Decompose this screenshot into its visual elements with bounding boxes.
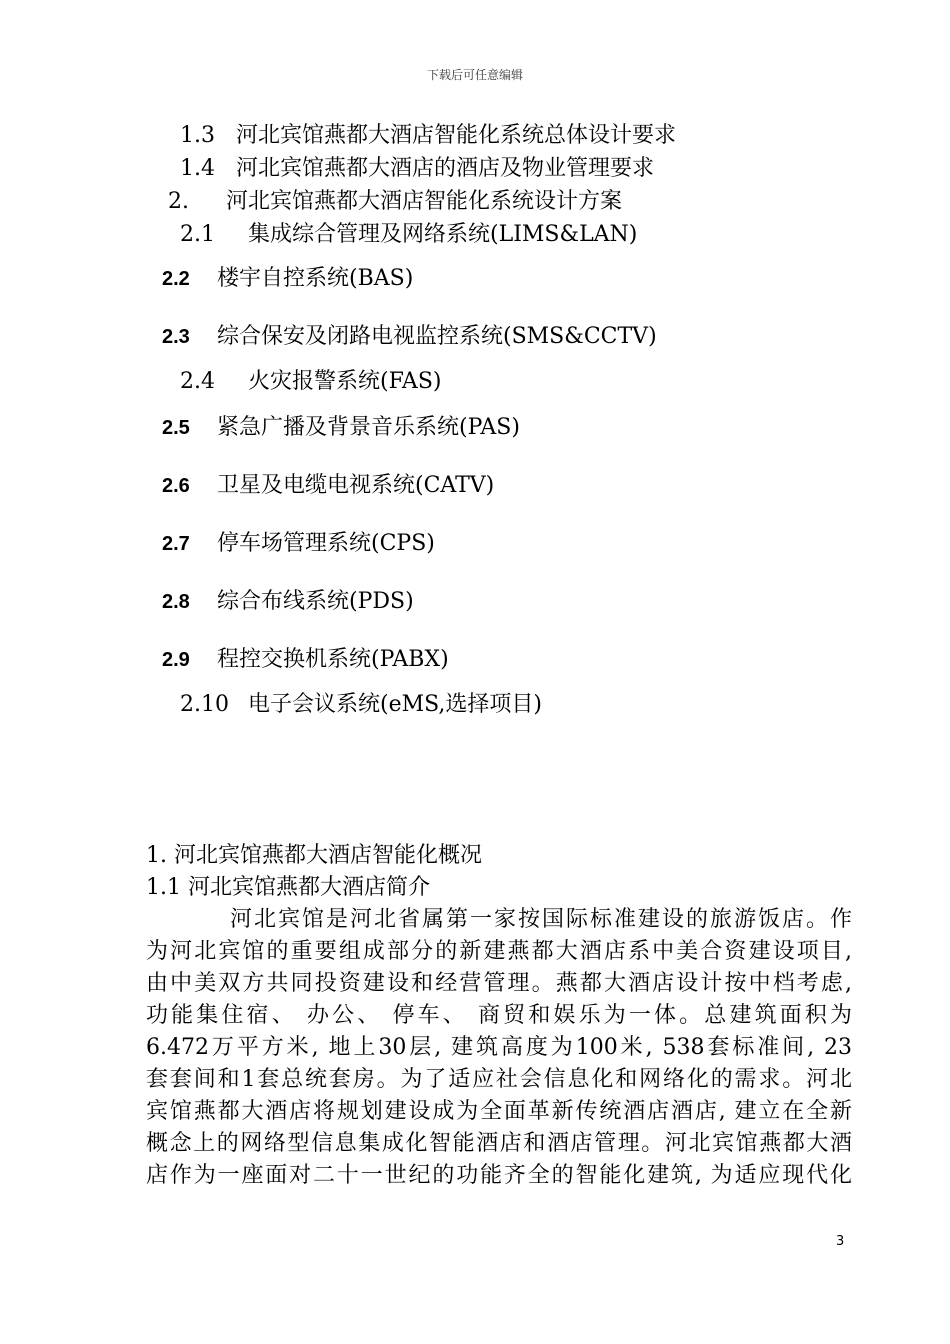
toc-item-2-3[interactable] (162, 323, 657, 351)
toc-number: 2.6 (162, 475, 190, 497)
page-number: 3 (836, 1234, 845, 1249)
toc-number: 2.1 (180, 222, 215, 247)
toc-item-2-1[interactable] (180, 221, 637, 249)
toc-title: 电子会议系统(eMS,选择项目) (248, 692, 542, 717)
section-heading-1-1: 1.1 河北宾馆燕都大酒店简介 (146, 875, 430, 900)
toc-title: 卫星及电缆电视系统(CATV) (217, 473, 495, 498)
toc-item-2-5[interactable] (162, 414, 520, 442)
toc-title: 集成综合管理及网络系统(LIMS&LAN) (248, 222, 638, 247)
toc-item-2-4[interactable] (180, 368, 441, 396)
paragraph-line: 功能集住宿、 办公、 停车、 商贸和娱乐为一体。总建筑面积为 (146, 1003, 852, 1028)
toc-item-2-10[interactable] (180, 691, 542, 719)
toc-number: 2.5 (162, 417, 190, 439)
toc-number: 2.10 (180, 692, 229, 717)
paragraph-line: 宾馆燕都大酒店将规划建设成为全面革新传统酒店酒店, 建立在全新 (146, 1099, 852, 1124)
toc-title: 河北宾馆燕都大酒店智能化系统总体设计要求 (236, 123, 677, 148)
paragraph-line: 河北宾馆是河北省属第一家按国际标准建设的旅游饭店。作 (230, 907, 852, 932)
paragraph-line: 套套间和1套总统套房。为了适应社会信息化和网络化的需求。河北 (146, 1067, 852, 1092)
toc-item-2-8[interactable] (162, 588, 414, 616)
toc-item-1-3[interactable] (180, 122, 676, 150)
toc-title: 河北宾馆燕都大酒店智能化系统设计方案 (226, 189, 623, 214)
toc-title: 综合保安及闭路电视监控系统(SMS&CCTV) (217, 324, 657, 349)
toc-item-2-2[interactable] (162, 265, 413, 293)
toc-number: 2.7 (162, 533, 190, 555)
toc-item-2-6[interactable] (162, 472, 494, 500)
paragraph-line: 店作为一座面对二十一世纪的功能齐全的智能化建筑, 为适应现代化 (146, 1163, 852, 1188)
section-heading-1: 1. 河北宾馆燕都大酒店智能化概况 (146, 843, 482, 868)
toc-title: 综合布线系统(PDS) (217, 589, 414, 614)
toc-item-1-4[interactable] (180, 155, 654, 183)
toc-number: 2.9 (162, 649, 190, 671)
toc-number: 2.4 (180, 369, 215, 394)
toc-number: 2.2 (162, 268, 190, 290)
toc-title: 程控交换机系统(PABX) (217, 647, 449, 672)
toc-item-2-7[interactable] (162, 530, 435, 558)
toc-item-2-9[interactable] (162, 646, 449, 674)
paragraph-line: 为河北宾馆的重要组成部分的新建燕都大酒店系中美合资建设项目, (146, 939, 852, 964)
toc-title: 紧急广播及背景音乐系统(PAS) (217, 415, 520, 440)
toc-number: 1.4 (180, 156, 215, 181)
paragraph-line: 由中美双方共同投资建设和经营管理。燕都大酒店设计按中档考虑, (146, 971, 852, 996)
toc-number: 2. (168, 189, 189, 214)
page-header: 下载后可任意编辑 (426, 68, 523, 82)
toc-number: 2.3 (162, 326, 190, 348)
paragraph-line: 概念上的网络型信息集成化智能酒店和酒店管理。河北宾馆燕都大酒 (146, 1131, 852, 1156)
toc-title: 河北宾馆燕都大酒店的酒店及物业管理要求 (236, 156, 655, 181)
toc-item-2[interactable] (168, 188, 622, 216)
toc-title: 楼宇自控系统(BAS) (217, 266, 414, 291)
toc-title: 停车场管理系统(CPS) (217, 531, 435, 556)
intro-paragraph (146, 904, 852, 1192)
paragraph-line: 6.472万平方米, 地上30层, 建筑高度为100米, 538套标准间, 23 (146, 1035, 852, 1060)
toc-number: 2.8 (162, 591, 190, 613)
toc-number: 1.3 (180, 123, 215, 148)
toc-title: 火灾报警系统(FAS) (248, 369, 442, 394)
